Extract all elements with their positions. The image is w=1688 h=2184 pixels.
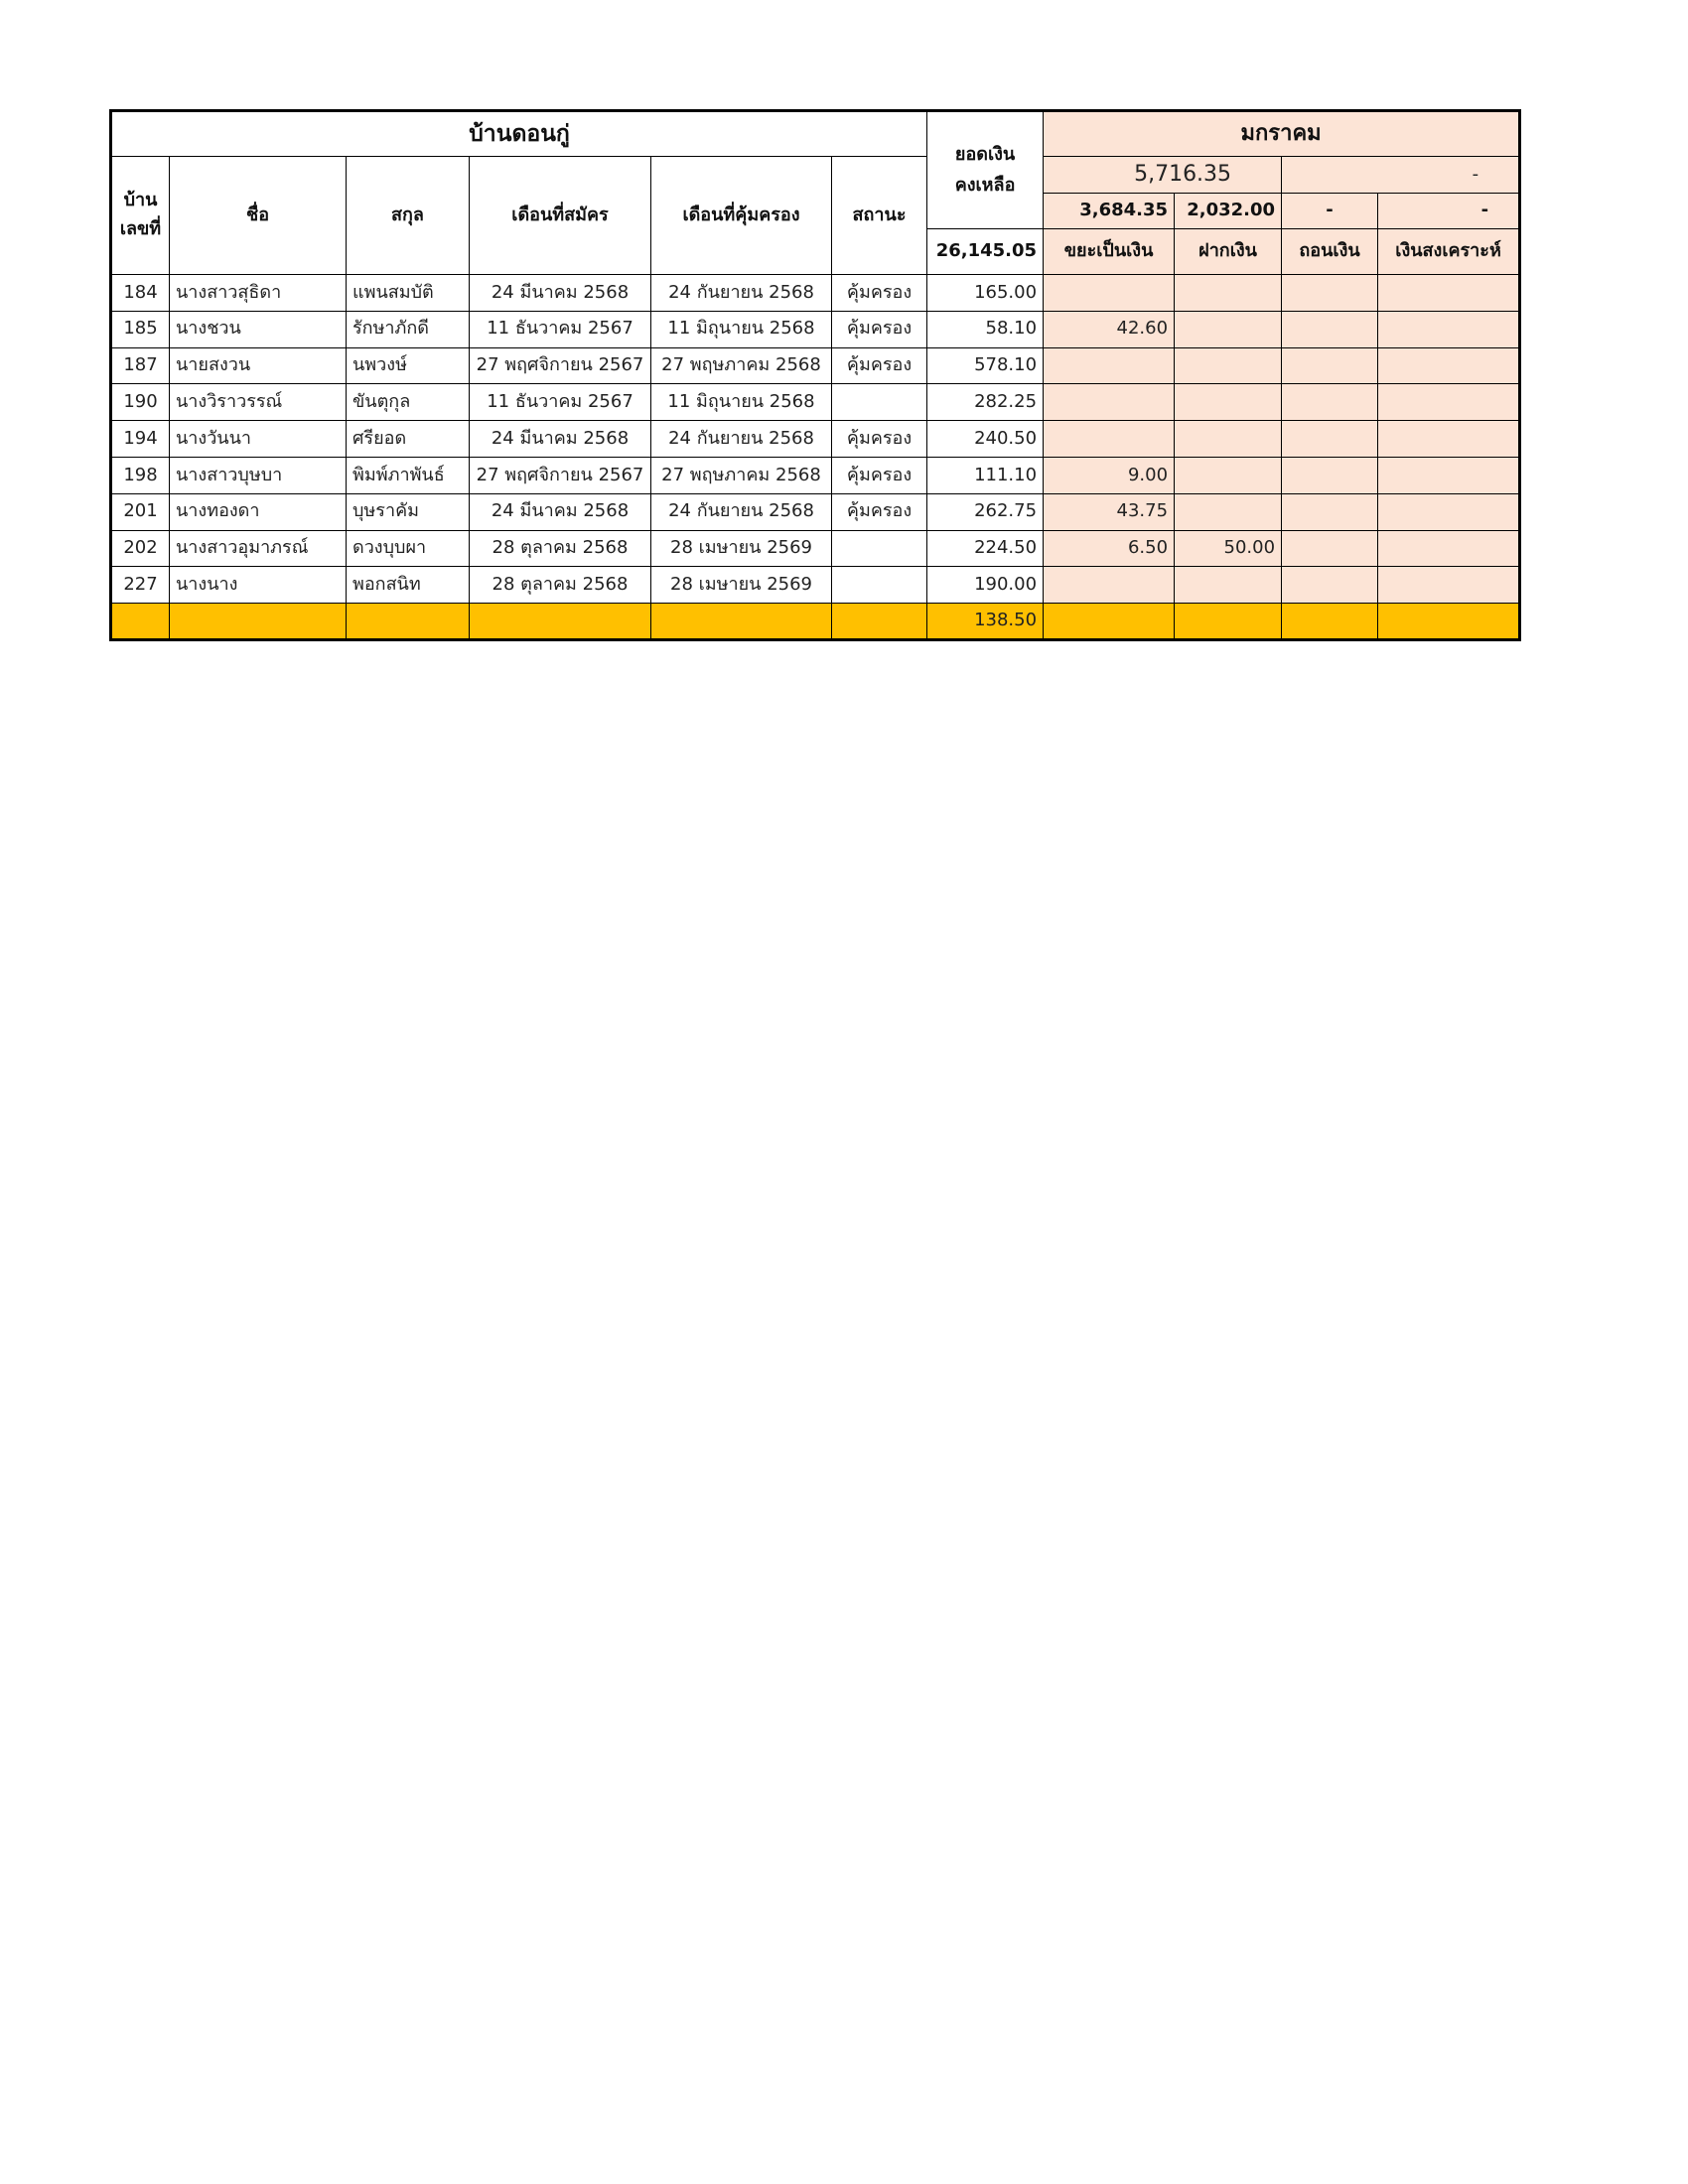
deposit-subtotal: 2,032.00 [1175, 194, 1282, 229]
surname-header: สกุล [347, 157, 470, 275]
coverage-date-cell: 24 กันยายน 2568 [651, 421, 832, 458]
applied-date-cell: 24 มีนาคม 2568 [470, 275, 651, 312]
house-no-cell: 190 [111, 384, 170, 421]
deposit-header: ฝากเงิน [1175, 229, 1282, 275]
withdraw-cell [1282, 493, 1378, 530]
surname-cell: นพวงษ์ [347, 347, 470, 384]
surname-cell: แพนสมบัติ [347, 275, 470, 312]
waste-money-cell [1044, 347, 1175, 384]
withdraw-cell [1282, 457, 1378, 493]
applied-date-cell: 11 ธันวาคม 2567 [470, 311, 651, 347]
total-deposit-cell [1175, 604, 1282, 640]
table-row [111, 457, 1520, 493]
welfare-cell [1378, 347, 1520, 384]
total-surname-cell [347, 604, 470, 640]
balance-header [927, 111, 1044, 229]
coverage-date-cell: 28 เมษายน 2569 [651, 567, 832, 604]
welfare-cell [1378, 384, 1520, 421]
applied-date-cell: 27 พฤศจิกายน 2567 [470, 347, 651, 384]
house-no-cell: 202 [111, 530, 170, 567]
waste-money-cell [1044, 275, 1175, 312]
table-row [111, 384, 1520, 421]
table-row [111, 421, 1520, 458]
house-no-header-line1: บ้าน [123, 190, 158, 211]
total-waste-money-cell [1044, 604, 1175, 640]
applied-date-cell: 11 ธันวาคม 2567 [470, 384, 651, 421]
waste-money-subtotal: 3,684.35 [1044, 194, 1175, 229]
house-no-cell: 198 [111, 457, 170, 493]
coverage-date-cell: 28 เมษายน 2569 [651, 530, 832, 567]
total-row [111, 604, 1520, 640]
withdraw-cell [1282, 530, 1378, 567]
welfare-cell [1378, 567, 1520, 604]
balance-cell: 282.25 [927, 384, 1044, 421]
waste-money-cell [1044, 421, 1175, 458]
coverage-date-cell: 11 มิถุนายน 2568 [651, 384, 832, 421]
month-total: 5,716.35 [1044, 157, 1282, 194]
total-first-name-cell [170, 604, 347, 640]
waste-money-cell: 9.00 [1044, 457, 1175, 493]
balance-cell: 224.50 [927, 530, 1044, 567]
withdraw-subtotal: - [1282, 194, 1378, 229]
table-row [111, 530, 1520, 567]
welfare-header: เงินสงเคราะห์ [1378, 229, 1520, 275]
applied-date-cell: 27 พฤศจิกายน 2567 [470, 457, 651, 493]
total-status-cell [832, 604, 927, 640]
waste-money-cell: 6.50 [1044, 530, 1175, 567]
house-no-header [111, 157, 170, 275]
balance-cell: 262.75 [927, 493, 1044, 530]
applied-date-cell: 28 ตุลาคม 2568 [470, 567, 651, 604]
welfare-cell [1378, 311, 1520, 347]
first-name-cell: นางสาวบุษบา [170, 457, 347, 493]
welfare-cell [1378, 457, 1520, 493]
first-name-cell: นางนาง [170, 567, 347, 604]
house-no-header-line2: เลขที่ [119, 218, 162, 239]
balance-cell: 240.50 [927, 421, 1044, 458]
table-row [111, 567, 1520, 604]
applied-date-cell: 24 มีนาคม 2568 [470, 493, 651, 530]
status-cell [832, 530, 927, 567]
surname-cell: รักษาภักดี [347, 311, 470, 347]
total-coverage-date-cell [651, 604, 832, 640]
table-row [111, 493, 1520, 530]
savings-ledger-table [109, 109, 1521, 641]
status-cell: คุ้มครอง [832, 311, 927, 347]
first-name-cell: นางชวน [170, 311, 347, 347]
coverage-date-cell: 27 พฤษภาคม 2568 [651, 457, 832, 493]
withdraw-cell [1282, 384, 1378, 421]
deposit-cell [1175, 311, 1282, 347]
balance-header-line1: ยอดเงิน [954, 143, 1016, 165]
balance-cell: 190.00 [927, 567, 1044, 604]
status-cell [832, 567, 927, 604]
surname-cell: พอกสนิท [347, 567, 470, 604]
header-row-1 [111, 111, 1520, 157]
first-name-cell: นายสงวน [170, 347, 347, 384]
coverage-month-header: เดือนที่คุ้มครอง [651, 157, 832, 275]
waste-money-cell [1044, 567, 1175, 604]
withdraw-cell [1282, 275, 1378, 312]
balance-cell: 111.10 [927, 457, 1044, 493]
balance-cell: 165.00 [927, 275, 1044, 312]
month-header: มกราคม [1044, 111, 1520, 157]
coverage-date-cell: 24 กันยายน 2568 [651, 493, 832, 530]
surname-cell: บุษราคัม [347, 493, 470, 530]
coverage-date-cell: 11 มิถุนายน 2568 [651, 311, 832, 347]
balance-cell: 58.10 [927, 311, 1044, 347]
table-row [111, 347, 1520, 384]
applied-date-cell: 24 มีนาคม 2568 [470, 421, 651, 458]
waste-money-cell [1044, 384, 1175, 421]
house-no-cell: 227 [111, 567, 170, 604]
deposit-cell [1175, 457, 1282, 493]
status-cell: คุ้มครอง [832, 421, 927, 458]
table-title: บ้านดอนกู่ [111, 111, 927, 157]
table-row [111, 275, 1520, 312]
waste-money-cell: 42.60 [1044, 311, 1175, 347]
withdraw-cell [1282, 311, 1378, 347]
total-applied-date-cell [470, 604, 651, 640]
deposit-cell [1175, 421, 1282, 458]
waste-money-header: ขยะเป็นเงิน [1044, 229, 1175, 275]
deposit-cell: 50.00 [1175, 530, 1282, 567]
total-house-no-cell [111, 604, 170, 640]
surname-cell: ดวงบุบผา [347, 530, 470, 567]
status-header: สถานะ [832, 157, 927, 275]
welfare-cell [1378, 421, 1520, 458]
first-name-cell: นางวิราวรรณ์ [170, 384, 347, 421]
first-name-cell: นางสาวอุมาภรณ์ [170, 530, 347, 567]
deposit-cell [1175, 347, 1282, 384]
status-cell: คุ้มครอง [832, 275, 927, 312]
withdraw-cell [1282, 347, 1378, 384]
coverage-date-cell: 27 พฤษภาคม 2568 [651, 347, 832, 384]
surname-cell: พิมพ์ภาพันธ์ [347, 457, 470, 493]
table-row [111, 311, 1520, 347]
deposit-cell [1175, 275, 1282, 312]
balance-cell: 578.10 [927, 347, 1044, 384]
house-no-cell: 185 [111, 311, 170, 347]
withdraw-header: ถอนเงิน [1282, 229, 1378, 275]
first-name-cell: นางสาวสุธิดา [170, 275, 347, 312]
welfare-cell [1378, 530, 1520, 567]
withdraw-cell [1282, 567, 1378, 604]
surname-cell: ศรียอด [347, 421, 470, 458]
house-no-cell: 194 [111, 421, 170, 458]
total-balance-cell: 138.50 [927, 604, 1044, 640]
status-cell: คุ้มครอง [832, 493, 927, 530]
applied-date-cell: 28 ตุลาคม 2568 [470, 530, 651, 567]
balance-total: 26,145.05 [927, 229, 1044, 275]
welfare-cell [1378, 493, 1520, 530]
house-no-cell: 201 [111, 493, 170, 530]
house-no-cell: 187 [111, 347, 170, 384]
header-row-2 [111, 157, 1520, 194]
waste-money-cell: 43.75 [1044, 493, 1175, 530]
balance-header-line2: คงเหลือ [954, 174, 1016, 196]
deposit-cell [1175, 567, 1282, 604]
first-name-header: ชื่อ [170, 157, 347, 275]
total-withdraw-cell [1282, 604, 1378, 640]
total-welfare-cell [1378, 604, 1520, 640]
deposit-cell [1175, 493, 1282, 530]
first-name-cell: นางวันนา [170, 421, 347, 458]
surname-cell: ขันตุกุล [347, 384, 470, 421]
first-name-cell: นางทองดา [170, 493, 347, 530]
status-cell: คุ้มครอง [832, 457, 927, 493]
status-cell [832, 384, 927, 421]
deposit-cell [1175, 384, 1282, 421]
applied-month-header: เดือนที่สมัคร [470, 157, 651, 275]
withdraw-cell [1282, 421, 1378, 458]
month-total-right: - [1282, 157, 1520, 194]
house-no-cell: 184 [111, 275, 170, 312]
welfare-subtotal: - [1378, 194, 1520, 229]
coverage-date-cell: 24 กันยายน 2568 [651, 275, 832, 312]
status-cell: คุ้มครอง [832, 347, 927, 384]
welfare-cell [1378, 275, 1520, 312]
